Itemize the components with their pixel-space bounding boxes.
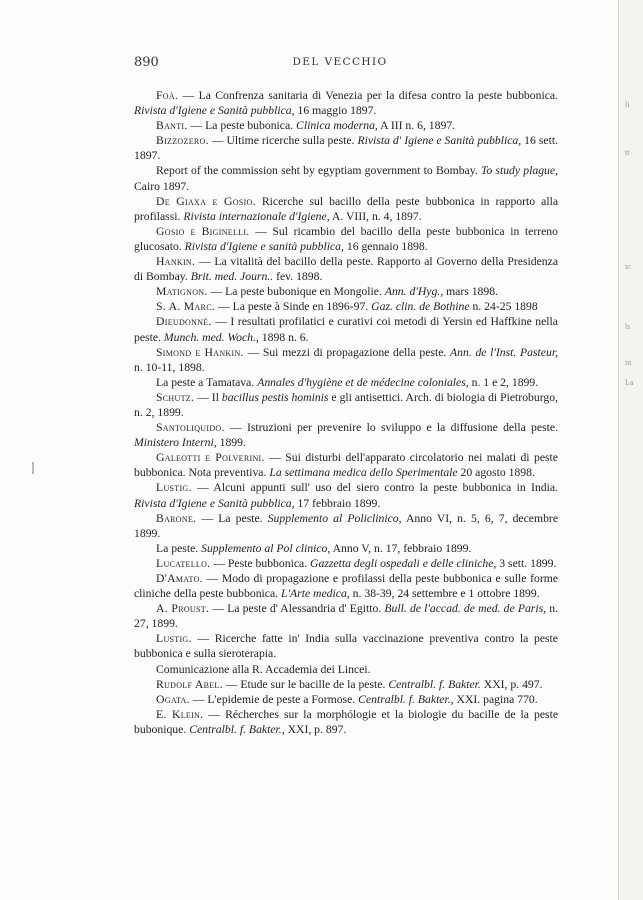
reference-separator: — xyxy=(211,315,231,329)
reference-title: La peste d' Alessandria d' Egitto. xyxy=(227,602,385,616)
reference-separator: — xyxy=(210,556,228,570)
margin-mark xyxy=(32,462,34,474)
reference-details: 16 sett. 1897. xyxy=(134,134,558,163)
reference-entry xyxy=(134,662,558,677)
reference-details: fev. 1898. xyxy=(273,270,323,284)
reference-source: Gaz. clin. de Bothine xyxy=(371,300,470,314)
reference-details: 3 sett. 1899. xyxy=(496,556,557,570)
reference-details: Cairo 1897. xyxy=(134,179,190,193)
reference-title: La peste a Tamatava. xyxy=(156,375,258,389)
reference-separator: — xyxy=(209,602,228,616)
reference-separator: — xyxy=(196,511,219,525)
adjacent-page-edge xyxy=(618,0,643,900)
reference-title: La peste. xyxy=(218,511,268,525)
reference-entry xyxy=(134,541,558,556)
reference-details: XXI, p. 897. xyxy=(284,722,347,736)
reference-separator: — xyxy=(194,390,212,404)
reference-separator: — xyxy=(243,345,263,359)
reference-author: Ogata. xyxy=(156,692,190,706)
reference-details: Anno V, n. 17, febbraio 1899. xyxy=(330,541,472,555)
reference-entry xyxy=(134,601,558,631)
reference-title: Istruzioni per prevenire lo sviluppo e la diffusione della peste. xyxy=(246,421,558,435)
reference-entry xyxy=(134,631,558,661)
reference-source: Clinica moderna, xyxy=(296,119,378,133)
reference-source: To study plague, xyxy=(480,164,558,178)
reference-author: Bizzozero. xyxy=(156,134,209,148)
reference-details: A III n. 6, 1897. xyxy=(377,119,456,133)
reference-title: Ricerche sul bacillo della peste bubbonica in rapporto alla profilassi. xyxy=(134,194,559,223)
reference-separator: — xyxy=(191,632,215,646)
reference-source: Rivista d'Igiene e sanità pubblica, xyxy=(184,239,344,253)
reference-details: XXI, p. 497. xyxy=(480,677,543,691)
reference-source: Bull. de l'accad. de med. de Paris, xyxy=(384,602,547,616)
reference-source: Centralbl. f. Bakter., xyxy=(189,722,285,736)
reference-entry xyxy=(134,118,558,133)
edge-fragment: ic xyxy=(625,262,631,271)
reference-details: 20 agosto 1898. xyxy=(457,466,535,480)
reference-details: 16 maggio 1897. xyxy=(294,104,377,118)
reference-source: Gazzetta degli ospedali e delle cliniche, xyxy=(310,556,497,570)
reference-separator: — xyxy=(208,134,227,148)
reference-separator: — xyxy=(224,421,247,435)
reference-separator: — xyxy=(215,300,233,314)
reference-entry xyxy=(134,314,558,344)
edge-fragment: tt xyxy=(625,148,630,157)
reference-separator: — xyxy=(178,89,199,102)
reference-details: Anno VI, n. 5, 6, 7, decembre 1899. xyxy=(134,511,559,540)
reference-title: L'epidemie de peste a Formose. xyxy=(207,692,359,706)
reference-author: Gosio e Biginelli. xyxy=(156,224,250,238)
reference-details: 17 febbraio 1899. xyxy=(294,496,381,510)
reference-entry xyxy=(134,88,558,118)
reference-title: Il xyxy=(211,390,222,404)
reference-author: Hankin. xyxy=(156,255,196,269)
reference-entry xyxy=(134,299,558,314)
reference-entry xyxy=(134,133,558,163)
reference-details: n. 10-11, 1898. xyxy=(134,360,205,374)
reference-details: n. 27, 1899. xyxy=(134,602,559,631)
reference-author: E. Klein. xyxy=(156,707,204,721)
edge-fragment: li xyxy=(625,100,630,109)
reference-title: La peste à Sinde en 1896-97. xyxy=(232,300,372,314)
reference-source: Supplemento al Policlinico, xyxy=(267,511,402,525)
reference-entry xyxy=(134,163,558,193)
reference-source: Ann. d'Hyg., xyxy=(384,285,444,299)
reference-source: Ann. de l'Inst. Pasteur, xyxy=(450,345,559,359)
reference-separator: — xyxy=(207,285,226,299)
reference-title: Ricerche fatte in' India sulla vaccinazione preventiva contro la peste bubbonica e sulla sieroterapia. xyxy=(134,632,558,661)
reference-title: Sui disturbi dell'apparato circolatorio nei malati di peste bubbonica. Nota preventiva. xyxy=(134,451,558,480)
reference-author: Lucatello. xyxy=(156,556,211,570)
reference-title: La vitalità del bacillo della peste. Rapporto al Governo della Presidenza di Bombay. xyxy=(134,255,558,284)
reference-entry xyxy=(134,707,558,737)
reference-title: Récherches sur la morphólogie et la biologie du bacille de la peste bubonique. xyxy=(134,707,559,736)
reference-entry xyxy=(134,571,558,601)
reference-title: Comunicazione alla R. Accademia dei Lincei. xyxy=(156,662,371,676)
reference-separator: — xyxy=(222,677,241,691)
reference-separator: — xyxy=(187,119,206,133)
reference-title: Report of the commission seht by egyptiam government to Bombay. xyxy=(156,164,481,178)
reference-author: Lustig. xyxy=(156,632,192,646)
reference-entry xyxy=(134,254,558,284)
page-number: 890 xyxy=(134,55,159,70)
reference-title: La peste bubonica. xyxy=(205,119,297,133)
reference-title: Modo di propagazione e profilassi della peste bubbonica e sulle forme cliniche della peste bubbonica. xyxy=(134,572,558,601)
reference-entry xyxy=(134,224,558,254)
reference-author: Santoliquido. xyxy=(156,421,225,435)
reference-source: Ministero Interni, xyxy=(134,436,217,450)
reference-details: mars 1898. xyxy=(443,285,499,299)
reference-details: n. 38-39, 24 settembre e 1 ottobre 1899. xyxy=(349,587,540,601)
reference-entry xyxy=(134,480,558,510)
reference-author: S. A. Marc. xyxy=(156,300,216,314)
reference-source: Munch. med. Woch., xyxy=(163,330,259,344)
reference-author: Banti. xyxy=(156,119,188,133)
reference-title: Alcuni appunti sull' uso del siero contro la peste bubbonica in India. xyxy=(213,481,558,495)
reference-details: 1899. xyxy=(216,436,246,450)
reference-source: Annales d'hygiène et de médecine coloniales, xyxy=(257,375,469,389)
reference-author: Rudolf Abel. xyxy=(156,677,223,691)
reference-entry xyxy=(134,390,558,420)
reference-source: Rivista d' Igiene e Sanità pubblica, xyxy=(357,134,522,148)
running-head: DEL VECCHIO xyxy=(292,56,388,68)
reference-title: I resultati profilatici e curativi coi metodi di Yersin ed Haffkine nella peste. xyxy=(134,315,558,344)
reference-author: Dieudonné. xyxy=(156,315,212,329)
reference-separator: — xyxy=(249,224,273,238)
reference-source: Centralbl. f. Bakter. xyxy=(388,677,481,691)
reference-author: De Giaxa e Gosio. xyxy=(156,194,256,208)
reference-details: 1898 n. 6. xyxy=(258,330,309,344)
reference-source: Rivista internazionale d'Igiene, xyxy=(183,209,330,223)
reference-title: Peste bubbonica. xyxy=(227,556,311,570)
edge-fragment: La xyxy=(625,378,634,387)
reference-entry xyxy=(134,284,558,299)
reference-separator: — xyxy=(189,692,208,706)
reference-entry xyxy=(134,345,558,375)
reference-details: 16 gennaio 1898. xyxy=(343,239,428,253)
reference-source: Brit. med. Journ.. xyxy=(190,270,274,284)
reference-title: La peste bubonique en Mongolie. xyxy=(225,285,385,299)
reference-author: A. Proust. xyxy=(156,602,210,616)
reference-author: Simond e Hankin. xyxy=(156,345,244,359)
reference-details: n. 1 e 2, 1899. xyxy=(468,375,539,389)
reference-author: Barone. xyxy=(156,511,197,525)
reference-entry xyxy=(134,692,558,707)
reference-details: A. VIII, n. 4, 1897. xyxy=(329,209,422,223)
reference-source: Supplemento al Pol clinico, xyxy=(201,541,331,555)
reference-separator: — xyxy=(195,255,215,269)
reference-entry xyxy=(134,194,558,224)
edge-fragment: in xyxy=(625,358,632,367)
reference-author: Matignon. xyxy=(156,285,208,299)
reference-list xyxy=(134,88,558,737)
page-header xyxy=(120,55,560,73)
reference-title: Sui mezzi di propagazione della peste. xyxy=(262,345,451,359)
reference-entry xyxy=(134,677,558,692)
reference-separator: — xyxy=(203,707,226,721)
reference-source: bacillus pestis hominis xyxy=(221,390,329,404)
reference-author: Lustig. xyxy=(156,481,192,495)
reference-title: Ultime ricerche sulla peste. xyxy=(226,134,358,148)
reference-details: e gli antisettici. Arch. di biologia di Pietroburgo, n. 2, 1899. xyxy=(134,390,559,419)
reference-source: La settimana medica dello Sperimentale xyxy=(269,466,458,480)
reference-entry xyxy=(134,511,558,541)
reference-author: D'Amato. xyxy=(156,572,203,585)
edge-fragment: ls xyxy=(625,322,631,331)
reference-source: Centralbl. f. Bakter., xyxy=(358,692,454,706)
reference-author: Schutz. xyxy=(156,390,195,404)
reference-author: Galeotti e Polverini. xyxy=(156,451,265,465)
reference-details: XXI. pagina 770. xyxy=(453,692,538,706)
reference-entry xyxy=(134,450,558,480)
reference-entry xyxy=(134,375,558,390)
reference-title: Sul ricambio del bacillo della peste bubbonica in terreno glucosato. xyxy=(134,224,558,253)
reference-author: Foà. xyxy=(156,89,179,102)
reference-entry xyxy=(134,556,558,571)
reference-source: Rivista d'Igiene e Sanità pubblica, xyxy=(134,496,295,510)
reference-title: La peste. xyxy=(156,541,202,555)
reference-source: Rivista d'Igiene e Sanità pubblica, xyxy=(134,104,295,118)
reference-title: Etude sur le bacille de la peste. xyxy=(240,677,389,691)
reference-entry xyxy=(134,420,558,450)
reference-title: La Confrenza sanitaria di Venezia per la difesa contro la peste bubbonica. xyxy=(198,89,559,102)
reference-separator: — xyxy=(264,451,286,465)
reference-source: L'Arte medica, xyxy=(281,587,350,601)
reference-details: n. 24-25 1898 xyxy=(469,300,538,314)
reference-separator: — xyxy=(191,481,214,495)
reference-separator: — xyxy=(202,572,222,585)
